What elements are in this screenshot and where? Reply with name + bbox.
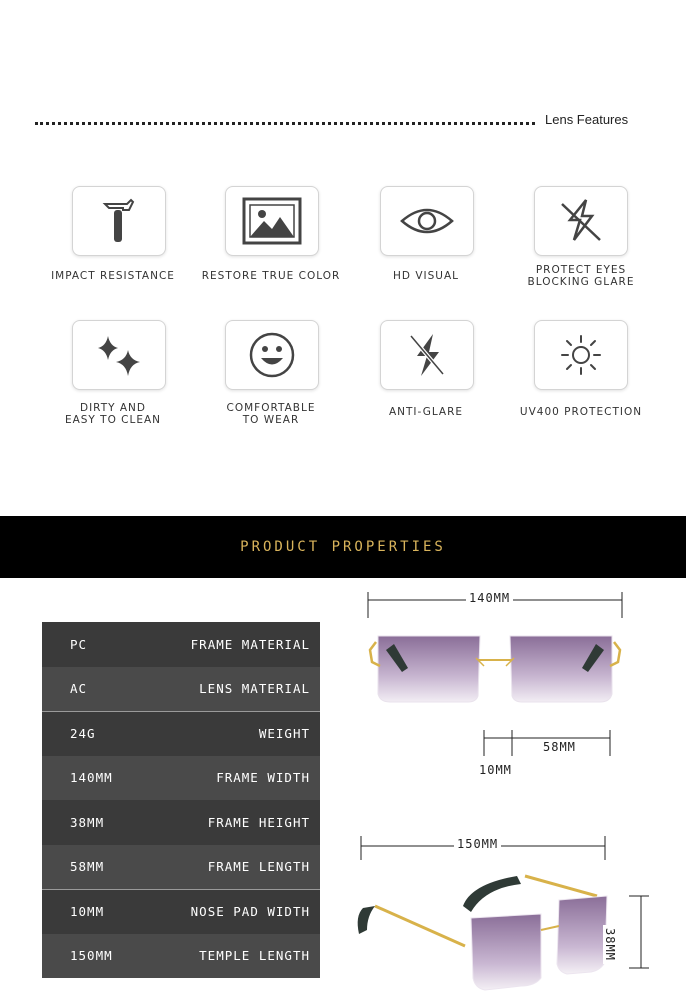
eye-icon	[399, 201, 455, 241]
property-name: FRAME MATERIAL	[190, 636, 310, 652]
property-value: 38MM	[70, 814, 105, 830]
feature-card-uv	[534, 320, 628, 390]
temple-length-label: 150MM	[454, 837, 501, 851]
feature-label-line: TO WEAR	[242, 414, 300, 426]
lens-width-label: 58MM	[540, 740, 579, 754]
feature-card-color	[225, 186, 319, 256]
property-value: 140MM	[70, 770, 113, 786]
table-row	[42, 800, 320, 845]
feature-label-uv: UV400 PROTECTION	[519, 406, 643, 418]
feature-label-line: COMFORTABLE	[226, 402, 316, 414]
property-value: 150MM	[70, 948, 113, 964]
table-row	[42, 711, 320, 756]
feature-card-glare	[534, 186, 628, 256]
property-value: PC	[70, 636, 88, 652]
anti-glare-icon	[407, 330, 447, 380]
table-row	[42, 934, 320, 979]
glasses-front-diagram	[350, 590, 640, 790]
property-value: 58MM	[70, 859, 105, 875]
feature-label-color: RESTORE TRUE COLOR	[201, 270, 341, 282]
property-value: 24G	[70, 726, 96, 742]
feature-label-line: PROTECT EYES	[535, 264, 627, 276]
smiley-icon	[248, 331, 296, 379]
table-row	[42, 622, 320, 667]
feature-label-clean	[28, 402, 198, 426]
properties-table	[42, 622, 320, 978]
feature-card-antiglare	[380, 320, 474, 390]
feature-label-hd: HD VISUAL	[393, 270, 459, 282]
feature-card-comfort	[225, 320, 319, 390]
property-value: 10MM	[70, 904, 105, 920]
property-name: FRAME LENGTH	[207, 859, 310, 875]
feature-card-hd	[380, 186, 474, 256]
table-row	[42, 756, 320, 801]
bridge-width-label: 10MM	[476, 763, 515, 777]
hammer-icon	[97, 196, 141, 246]
product-properties-banner	[0, 516, 686, 578]
glasses-side-diagram	[345, 830, 665, 1000]
picture-icon	[242, 197, 302, 245]
property-name: TEMPLE LENGTH	[199, 948, 310, 964]
feature-label-antiglare: ANTI-GLARE	[388, 406, 464, 418]
lightning-icon	[556, 196, 606, 246]
frame-width-label: 140MM	[466, 591, 513, 605]
feature-card-clean	[72, 320, 166, 390]
feature-label-comfort	[186, 402, 356, 426]
dotted-divider	[35, 122, 535, 125]
banner-title: PRODUCT PROPERTIES	[240, 539, 446, 555]
table-row	[42, 889, 320, 934]
section-title: Lens Features	[545, 112, 629, 127]
table-row	[42, 667, 320, 712]
property-name: LENS MATERIAL	[199, 681, 310, 697]
feature-label-glare	[496, 264, 666, 288]
feature-label-impact: IMPACT RESISTANCE	[51, 270, 175, 282]
feature-label-line: BLOCKING GLARE	[527, 276, 635, 288]
height-label: 38MM	[603, 925, 617, 964]
feature-label-line: DIRTY AND	[79, 402, 146, 414]
sun-icon	[559, 333, 603, 377]
property-name: FRAME WIDTH	[216, 770, 310, 786]
property-name: WEIGHT	[258, 726, 310, 742]
property-name: FRAME HEIGHT	[207, 814, 310, 830]
table-row	[42, 845, 320, 890]
feature-label-line: EASY TO CLEAN	[64, 414, 162, 426]
property-name: NOSE PAD WIDTH	[190, 904, 310, 920]
property-value: AC	[70, 681, 88, 697]
sparkle-icon	[94, 332, 144, 378]
feature-card-impact	[72, 186, 166, 256]
